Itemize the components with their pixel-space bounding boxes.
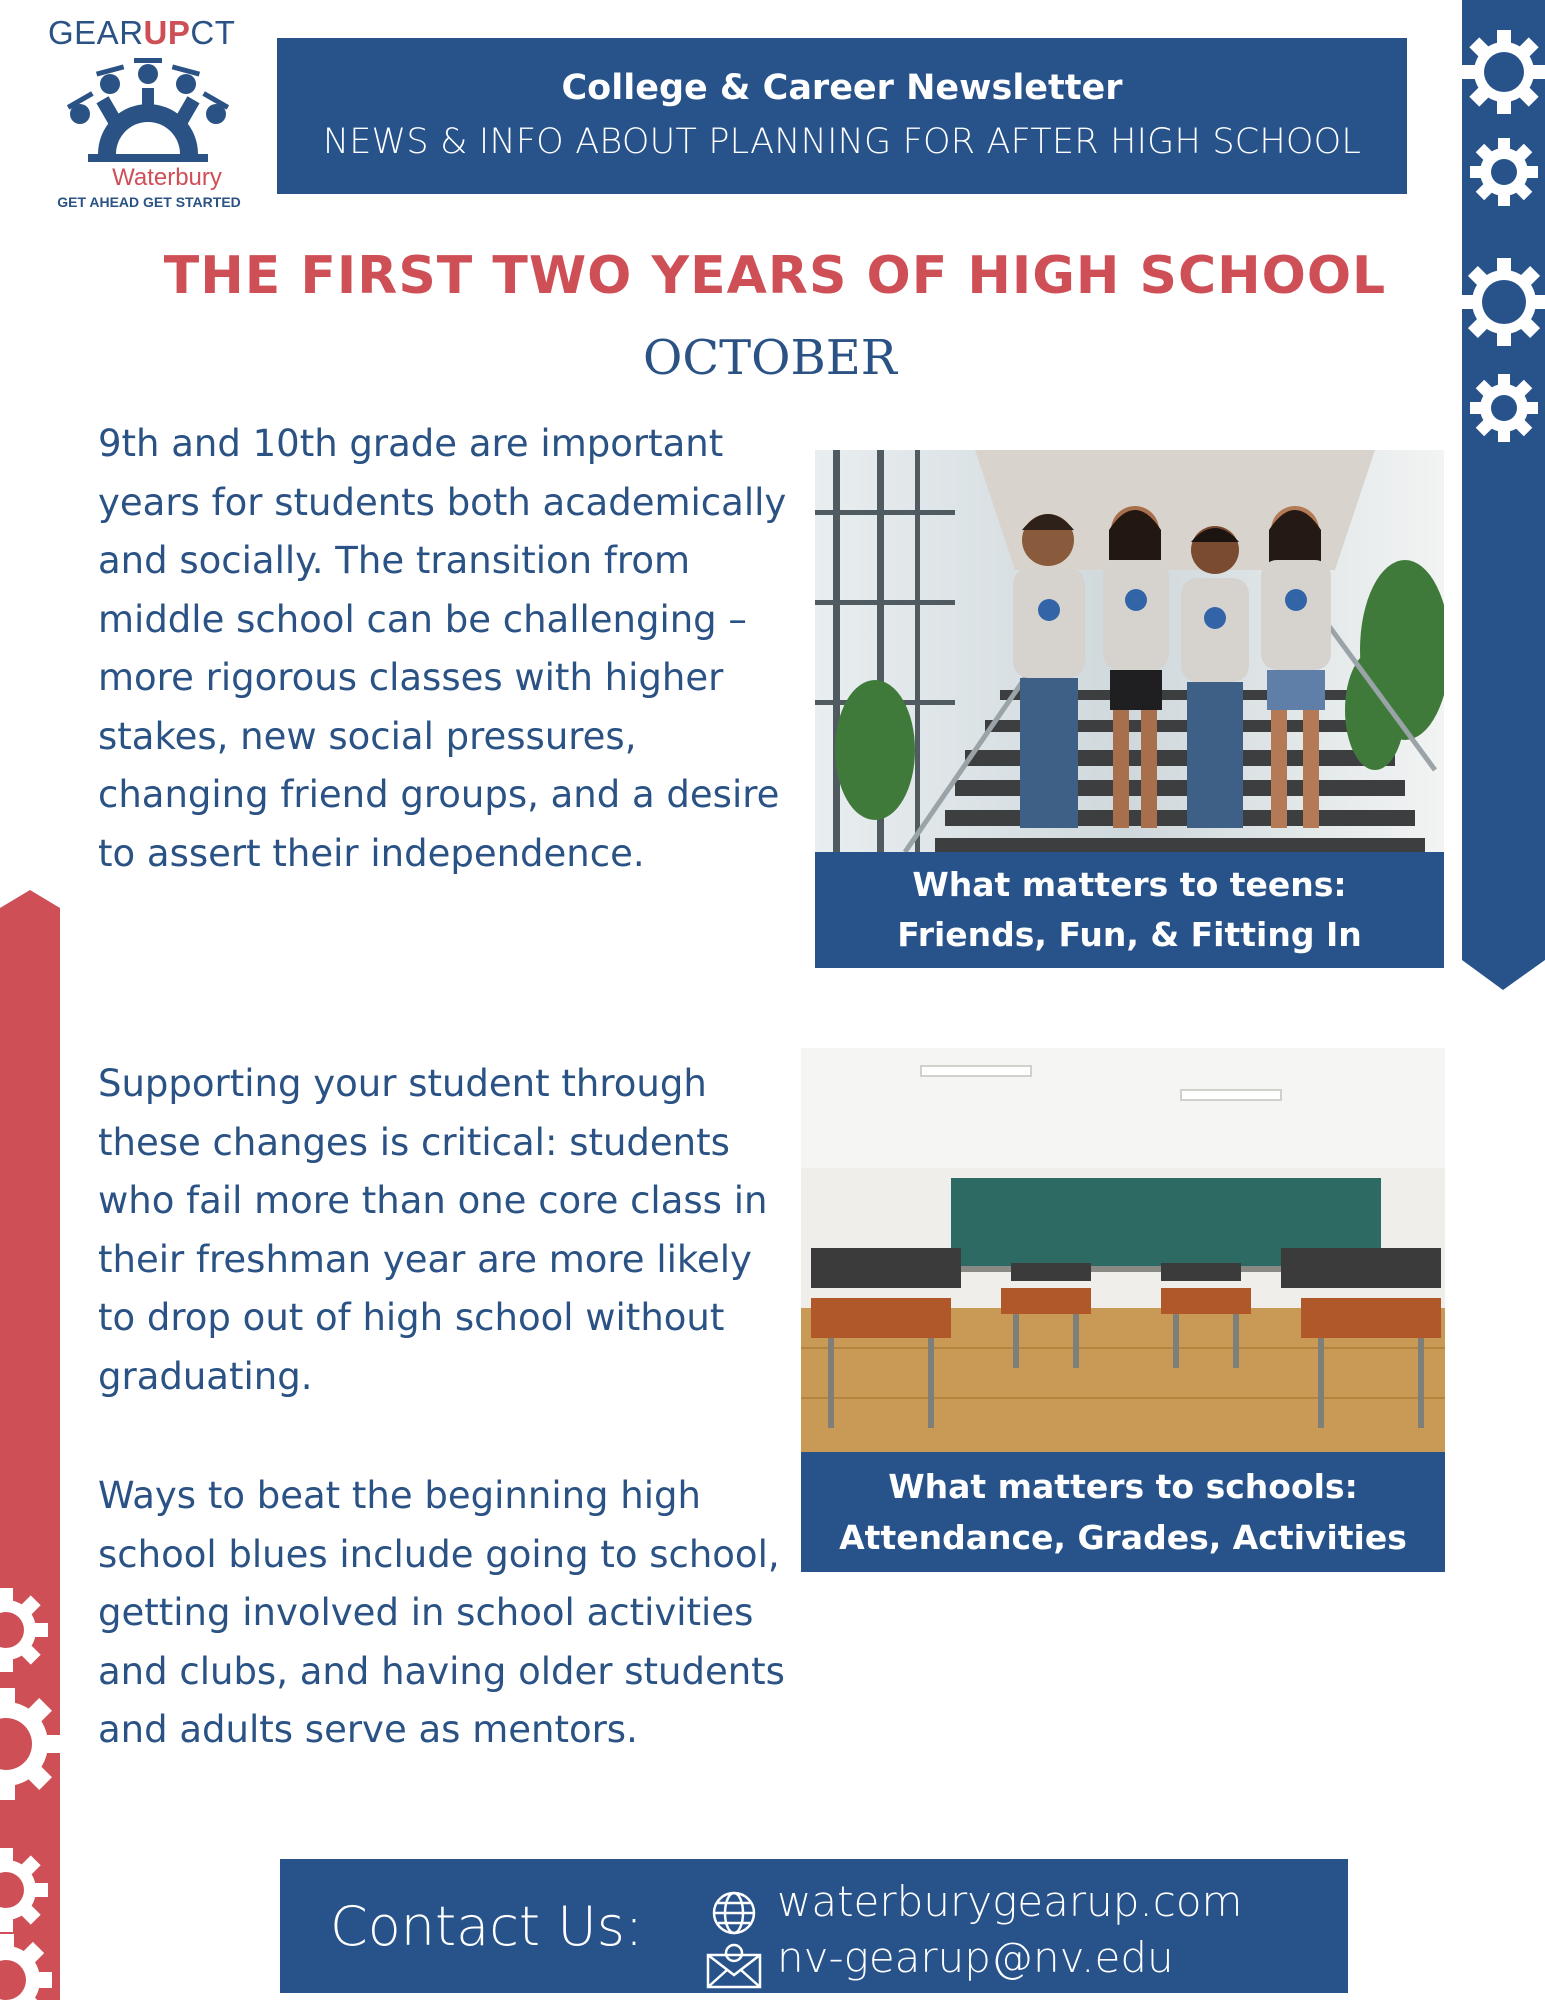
classroom-photo <box>801 1048 1445 1452</box>
schools-caption <box>801 1452 1445 1572</box>
schools-caption-line2: Attendance, Grades, Activities <box>839 1518 1407 1557</box>
website-link[interactable]: waterburygearup.com <box>777 1877 1243 1926</box>
paragraph-ways: Ways to beat the beginning high school blues include going to school, getting involved in school activities and clubs, and having older students and adults serve as mentors. <box>98 1474 785 1751</box>
email-icon <box>705 1941 763 1989</box>
right-gear-ribbon <box>1462 0 1545 992</box>
newsletter-title: College & Career Newsletter <box>561 68 1123 108</box>
paragraph-support: Supporting your student through these changes is critical: students who fail more than one core class in their freshman year are more likely to drop out of high school without graduating. <box>98 1062 768 1398</box>
logo-city: Waterbury <box>112 164 222 191</box>
email-link[interactable]: nv-gearup@nv.edu <box>777 1933 1174 1982</box>
globe-icon <box>710 1889 758 1937</box>
teens-caption-line2: Friends, Fun, & Fitting In <box>897 915 1362 954</box>
paragraph-transition: 9th and 10th grade are important years for students both academically and socially. The transition from middle school can be challenging – more rigorous classes with higher stakes, new social pressures, changing friend groups, and a desire to assert their independence. <box>98 422 787 875</box>
logo-up: UP <box>143 14 191 51</box>
header-banner <box>277 38 1407 194</box>
logo-ct: CT <box>190 14 236 51</box>
logo-gear: GEAR <box>48 14 144 51</box>
contact-footer <box>280 1859 1348 1993</box>
newsletter-subtitle: NEWS & INFO ABOUT PLANNING FOR AFTER HIGH SCHOOL <box>322 122 1362 162</box>
month-heading: OCTOBER <box>643 330 897 386</box>
gearup-logo-icon <box>58 54 238 166</box>
main-title: THE FIRST TWO YEARS OF HIGH SCHOOL <box>163 246 1387 306</box>
logo-tagline: GET AHEAD GET STARTED <box>57 194 241 210</box>
left-gear-ribbon <box>0 890 62 2000</box>
students-stairs-photo <box>815 450 1444 852</box>
teens-caption <box>815 852 1444 968</box>
contact-label: Contact Us: <box>330 1895 644 1958</box>
schools-caption-line1: What matters to schools: <box>888 1467 1358 1506</box>
logo-wordmark <box>48 14 235 52</box>
teens-caption-line1: What matters to teens: <box>912 865 1347 904</box>
